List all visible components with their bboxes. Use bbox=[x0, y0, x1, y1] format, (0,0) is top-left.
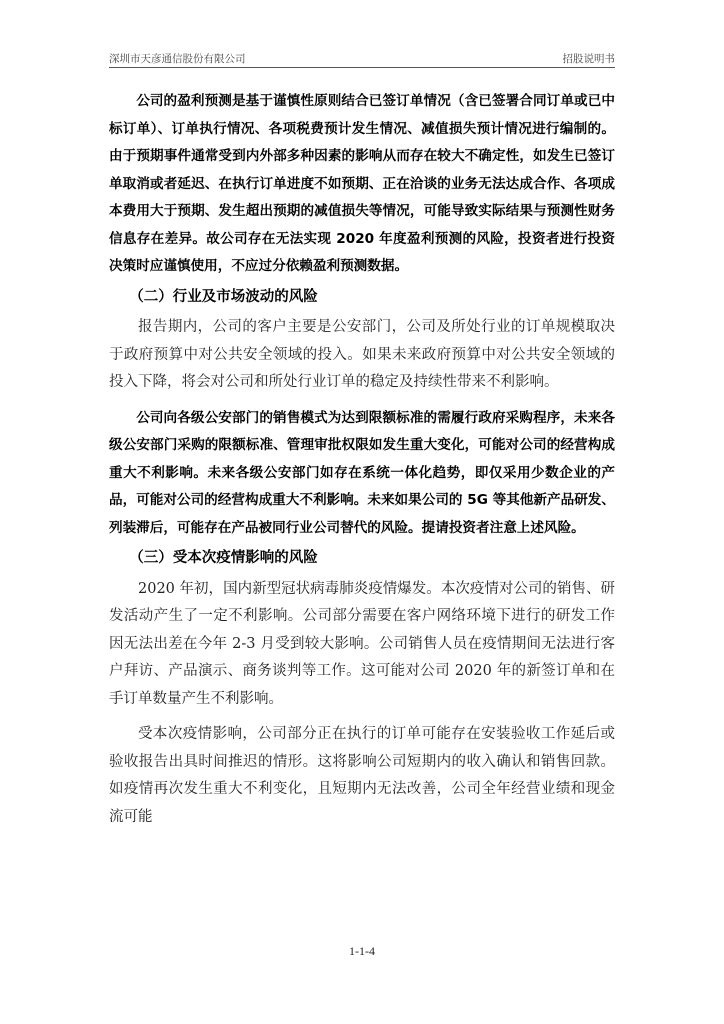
header-company-name: 深圳市天彦通信股份有限公司 bbox=[109, 53, 246, 65]
header-divider bbox=[109, 67, 615, 68]
paragraph-procurement-risk: 公司向各级公安部门的销售模式为达到限额标准的需履行政府采购程序，未来各级公安部门采购的限额标准、管理审批权限如发生重大变化，可能对公司的经营构成重大不利影响。未来各级公安部门如存在系统一体化趋势，即仅采用少数企业的产品，可能对公司的经营构成重大不利影响。未来如果公司的 5G 等其他新产品研发、列装滞后，可能存在产品被同行业公司替代的风险。提请投资者注意上述风险。 bbox=[109, 409, 615, 536]
paragraph-epidemic-orders: 受本次疫情影响，公司部分正在执行的订单可能存在安装验收工作延后或验收报告出具时间推迟的情形。这将影响公司短期内的收入确认和销售回款。如疫情再次发生重大不利变化，且短期内无法改善，公司全年经营业绩和现金流可能 bbox=[109, 726, 615, 825]
paragraph-epidemic-impact: 2020 年初，国内新型冠状病毒肺炎疫情爆发。本次疫情对公司的销售、研发活动产生了一定不利影响。公司部分需要在客户网络环境下进行的研发工作因无法出差在今年 2-3 月受到较大影响。公司销售人员在疫情期间无法进行客户拜访、产品演示、商务谈判等工作。这可能对公司 2020 年的新签订单和在手订单数量产生不利影响。 bbox=[109, 580, 615, 707]
paragraph-profit-forecast-risk: 公司的盈利预测是基于谨慎性原则结合已签订单情况（含已签署合同订单或已中标订单）、订单执行情况、各项税费预计发生情况、减值损失预计情况进行编制的。由于预期事件通常受到内外部多种因素的影响从而存在较大不确定性，如发生已签订单取消或者延迟、在执行订单进度不如预期、正在洽谈的业务无法达成合作、各项成本费用大于预期、发生超出预期的减值损失等情况，可能导致实际结果与预测性财务信息存在差异。故公司存在无法实现 2020 年度盈利预测的风险，投资者进行投资决策时应谨慎使用，不应过分依赖盈利预测数据。 bbox=[109, 93, 615, 274]
header-document-title: 招股说明书 bbox=[562, 53, 615, 65]
page-number: 1-1-4 bbox=[349, 944, 375, 958]
section-heading-industry-risk: （二）行业及市场波动的风险 bbox=[129, 288, 318, 305]
paragraph-industry-budget-risk: 报告期内，公司的客户主要是公安部门，公司及所处行业的订单规模取决于政府预算中对公共安全领域的投入。如果未来政府预算中对公共安全领域的投入下降，将会对公司和所处行业订单的稳定及持续性带来不利影响。 bbox=[109, 319, 615, 390]
section-heading-epidemic-risk: （三）受本次疫情影响的风险 bbox=[129, 550, 318, 566]
document-body bbox=[109, 88, 615, 831]
page-header bbox=[109, 52, 615, 66]
